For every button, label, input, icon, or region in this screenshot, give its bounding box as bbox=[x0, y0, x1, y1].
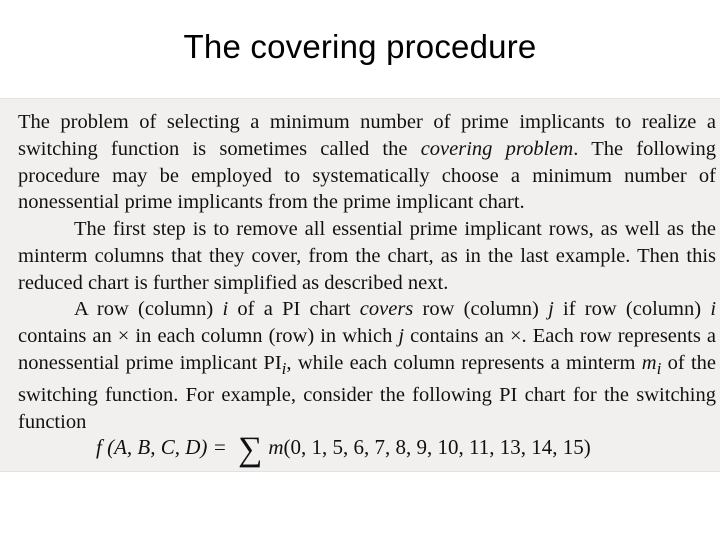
p3-var-j: j bbox=[548, 298, 554, 320]
scanned-text-image bbox=[0, 98, 720, 472]
p3-var-i-2: i bbox=[710, 298, 717, 320]
p3-part-7: , while each column represents a minterm bbox=[286, 351, 642, 374]
sigma-symbol: ∑ bbox=[238, 431, 263, 468]
paragraph-covering-problem bbox=[18, 109, 716, 216]
p3-subscript-i: i bbox=[281, 358, 287, 378]
formula-minterms: (0, 1, 5, 6, 7, 8, 9, 10, 11, 13, 14, 15) bbox=[283, 435, 591, 459]
p3-var-i: i bbox=[222, 298, 229, 320]
p3-part-3: row (column) bbox=[413, 298, 549, 320]
p3-covers: covers bbox=[359, 298, 414, 320]
switching-function-formula bbox=[96, 431, 591, 469]
p3-part-4: if row (column) bbox=[553, 298, 711, 320]
p3-part-6: contains an ×. Each row represents a nonessential prime implicant PI bbox=[18, 324, 716, 374]
p3-part-1: A row (column) bbox=[74, 298, 223, 320]
formula-m: m bbox=[268, 435, 284, 459]
p3-part-2: of a PI chart bbox=[228, 298, 360, 320]
paragraph-row-covers bbox=[18, 296, 716, 436]
p1-text-a: The problem of selecting a minimum number of prime implicants to realize a switching function is sometimes called the bbox=[18, 111, 716, 160]
slide-title: The covering procedure bbox=[183, 28, 537, 65]
p3-var-j-2: j bbox=[398, 324, 405, 347]
p1-text-b: . The following procedure may be employed to systematically choose a minimum number of nonessential prime implicants from the prime implicant chart. bbox=[18, 137, 716, 214]
p1-emphasis: covering problem bbox=[420, 137, 574, 160]
p3-part-8: of the switching function. For example, consider the following PI chart for the switching function bbox=[18, 351, 716, 434]
p3-subscript-i-2: i bbox=[656, 358, 662, 378]
p3-part-5: contains an × in each column (row) in which bbox=[18, 324, 399, 347]
p3-var-m: m bbox=[641, 351, 657, 374]
paragraph-first-step: The first step is to remove all essential prime implicant rows, as well as the minterm columns that they cover, from the chart, as in the last example. Then this reduced chart is further simplified as described next. bbox=[18, 218, 716, 294]
formula-lhs: f (A, B, C, D) = bbox=[96, 435, 233, 459]
